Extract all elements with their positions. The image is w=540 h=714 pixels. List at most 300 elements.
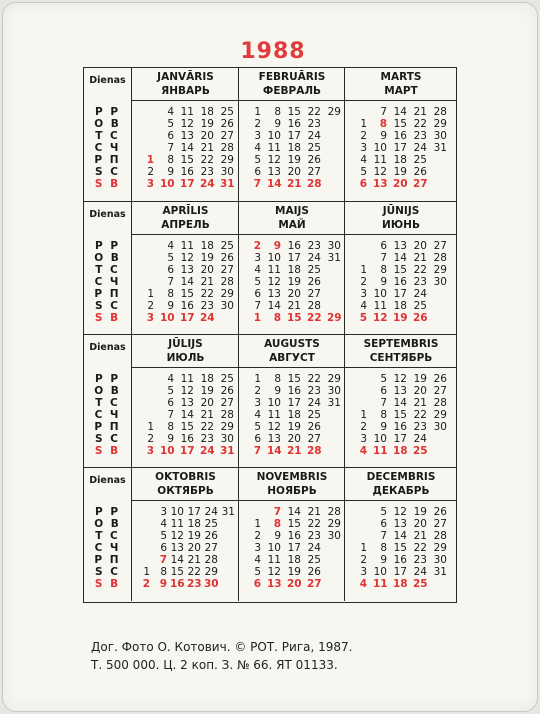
day-cell: 31 [327, 252, 341, 264]
day-cell: 21 [287, 178, 302, 190]
day-grid [345, 106, 457, 190]
day-cell: 8 [380, 264, 387, 276]
weekday-row [345, 518, 457, 530]
day-cell: 24 [204, 506, 218, 518]
day-cell: 19 [393, 166, 407, 178]
day-cell: 5 [167, 385, 174, 397]
day-cell: 2 [254, 385, 261, 397]
day-cell: 6 [167, 397, 174, 409]
day-cell: 28 [433, 252, 447, 264]
day-cell: 28 [220, 409, 234, 421]
day-cell: 19 [393, 312, 408, 324]
day-cell: 8 [167, 421, 174, 433]
weekday-row [132, 288, 239, 300]
day-cell: 9 [274, 530, 281, 542]
day-cell: 14 [287, 506, 301, 518]
day-cell: 11 [180, 240, 194, 252]
day-cell: 19 [287, 154, 301, 166]
weekday-row [239, 566, 345, 578]
weekday-row [345, 530, 457, 542]
day-cell: 7 [253, 178, 261, 190]
day-cell: 6 [380, 385, 387, 397]
day-cell: 15 [393, 409, 407, 421]
day-cell: 4 [167, 240, 174, 252]
day-cell: 11 [170, 518, 184, 530]
day-cell: 12 [180, 252, 194, 264]
weekday-row [345, 385, 457, 397]
day-cell: 21 [187, 554, 201, 566]
weekday-row [239, 373, 345, 385]
weekday-row [239, 240, 345, 252]
day-cell: 20 [187, 542, 201, 554]
day-cell: 8 [274, 373, 281, 385]
day-name: O B [94, 118, 121, 130]
day-cell: 27 [307, 433, 321, 445]
day-cell: 24 [307, 397, 321, 409]
day-cell: 9 [380, 554, 387, 566]
day-cell: 13 [267, 288, 281, 300]
day-cell: 2 [360, 421, 367, 433]
day-name: T C [95, 264, 120, 276]
weekday-row [239, 530, 345, 542]
day-cell: 6 [254, 288, 261, 300]
day-cell: 31 [433, 142, 447, 154]
day-cell: 7 [167, 409, 174, 421]
day-cell: 30 [220, 300, 234, 312]
day-cell: 13 [393, 518, 407, 530]
weekday-row [345, 276, 457, 288]
day-cell: 6 [359, 178, 367, 190]
day-cell: 10 [160, 445, 175, 457]
weekday-row [345, 240, 457, 252]
day-cell: 3 [360, 433, 367, 445]
day-cell: 20 [287, 578, 302, 590]
day-cell: 25 [413, 445, 428, 457]
day-cell: 19 [187, 530, 201, 542]
day-cell: 10 [373, 433, 387, 445]
day-cell: 31 [433, 566, 447, 578]
day-cell: 14 [180, 409, 194, 421]
day-cell: 21 [287, 300, 301, 312]
day-cell: 5 [167, 118, 174, 130]
day-cell: 25 [220, 373, 234, 385]
quarter-row [84, 334, 456, 468]
weekday-row [132, 166, 239, 178]
day-cell: 5 [360, 166, 367, 178]
day-cell: 1 [253, 312, 261, 324]
day-cell: 16 [287, 530, 301, 542]
day-cell: 24 [200, 312, 215, 324]
day-cell: 13 [393, 240, 407, 252]
day-cell: 4 [254, 142, 261, 154]
day-cell: 6 [254, 433, 261, 445]
weekday-row [239, 397, 345, 409]
day-cell: 3 [254, 397, 261, 409]
day-cell: 9 [167, 300, 174, 312]
day-cell: 16 [393, 130, 407, 142]
day-cell: 18 [287, 554, 301, 566]
day-cell: 6 [167, 130, 174, 142]
weekday-row [239, 385, 345, 397]
day-cell: 3 [360, 142, 367, 154]
month-name-russian: ИЮЛЬ [166, 352, 205, 364]
day-cell: 28 [433, 397, 447, 409]
month-name-latvian: OKTOBRIS [155, 471, 216, 483]
weekday-row [239, 178, 345, 190]
day-cell: 1 [254, 373, 261, 385]
day-cell: 11 [267, 554, 281, 566]
day-cell: 4 [167, 373, 174, 385]
day-cell: 12 [373, 166, 387, 178]
weekday-row [132, 178, 239, 190]
day-cell: 23 [413, 130, 427, 142]
day-cell: 23 [413, 554, 427, 566]
weekday-row [345, 397, 457, 409]
day-name: C Ч [94, 276, 121, 288]
day-name: P П [94, 554, 121, 566]
day-name: C Ч [94, 542, 121, 554]
dienas-label: Dienas [89, 208, 126, 220]
day-cell: 17 [393, 566, 407, 578]
month-name-latvian: AUGUSTS [264, 338, 320, 350]
day-cell: 15 [287, 518, 301, 530]
day-cell: 11 [373, 578, 388, 590]
day-cell: 8 [167, 288, 174, 300]
day-cell: 29 [327, 106, 341, 118]
day-cell: 22 [307, 518, 321, 530]
day-cell: 30 [220, 166, 234, 178]
day-cell: 3 [254, 542, 261, 554]
day-cell: 18 [393, 578, 408, 590]
day-cell: 17 [393, 142, 407, 154]
day-cell: 25 [307, 142, 321, 154]
month-name-latvian: MAIJS [275, 205, 309, 217]
day-cell: 2 [360, 554, 367, 566]
day-cell: 14 [393, 252, 407, 264]
day-cell: 24 [413, 566, 427, 578]
day-cell: 17 [287, 542, 301, 554]
day-cell: 10 [267, 542, 281, 554]
month-name-russian: МАЙ [278, 219, 306, 231]
day-cell: 4 [360, 300, 367, 312]
day-cell: 11 [267, 409, 281, 421]
day-cell: 10 [160, 312, 175, 324]
weekday-row [345, 566, 457, 578]
day-cell: 25 [307, 264, 321, 276]
day-cell: 7 [167, 276, 174, 288]
weekday-row [345, 142, 457, 154]
weekday-row [345, 106, 457, 118]
day-cell: 23 [200, 166, 214, 178]
day-cell: 16 [180, 300, 194, 312]
month-name-russian: ДЕКАБРЬ [372, 485, 430, 497]
month-name-russian: СЕНТЯБРЬ [369, 352, 433, 364]
day-cell: 5 [254, 421, 261, 433]
day-cell: 14 [170, 554, 184, 566]
weekday-row [132, 397, 239, 409]
day-cell: 24 [413, 433, 427, 445]
day-cell: 28 [204, 554, 218, 566]
month-name-latvian: SEPTEMBRIS [363, 338, 439, 350]
day-cell: 16 [170, 578, 185, 590]
day-cell: 26 [413, 166, 427, 178]
weekday-row [132, 433, 239, 445]
day-cell: 7 [380, 106, 387, 118]
day-cell: 26 [307, 566, 321, 578]
day-cell: 19 [413, 506, 427, 518]
day-cell: 23 [187, 578, 202, 590]
day-cell: 27 [307, 166, 321, 178]
day-cell: 24 [413, 288, 427, 300]
weekday-row [345, 130, 457, 142]
day-grid [132, 106, 239, 190]
day-cell: 22 [413, 542, 427, 554]
day-cell: 7 [380, 397, 387, 409]
day-cell: 27 [307, 578, 322, 590]
day-cell: 28 [307, 445, 322, 457]
day-name: C Ч [94, 142, 121, 154]
day-cell: 14 [393, 530, 407, 542]
day-cell: 1 [147, 288, 154, 300]
day-cell: 18 [200, 240, 214, 252]
day-cell: 13 [180, 130, 194, 142]
day-cell: 14 [393, 397, 407, 409]
day-cell: 30 [433, 276, 447, 288]
weekday-row [239, 542, 345, 554]
month-name-russian: АВГУСТ [269, 352, 315, 364]
day-cell: 7 [159, 554, 167, 566]
day-cell: 27 [220, 130, 234, 142]
day-cell: 10 [170, 506, 184, 518]
weekday-row [345, 166, 457, 178]
day-cell: 18 [287, 264, 301, 276]
day-cell: 1 [147, 421, 154, 433]
day-cell: 23 [307, 530, 321, 542]
day-cell: 4 [359, 578, 367, 590]
day-cell: 12 [180, 385, 194, 397]
weekday-row [345, 506, 457, 518]
day-cell: 15 [287, 106, 301, 118]
weekday-row [345, 118, 457, 130]
day-cell: 31 [220, 178, 235, 190]
month-name-latvian: FEBRUĀRIS [258, 71, 326, 83]
day-name: P P [94, 373, 121, 385]
day-cell: 14 [267, 300, 281, 312]
day-cell: 26 [220, 118, 234, 130]
day-name: T C [95, 530, 120, 542]
day-cell: 16 [393, 276, 407, 288]
day-cell: 9 [274, 385, 281, 397]
day-cell: 22 [200, 154, 214, 166]
day-cell: 22 [200, 288, 214, 300]
day-cell: 5 [254, 154, 261, 166]
weekday-row [239, 288, 345, 300]
day-name: S B [94, 445, 121, 457]
day-cell: 4 [160, 518, 167, 530]
day-cell: 3 [360, 566, 367, 578]
day-cell: 16 [287, 385, 301, 397]
day-cell: 31 [327, 397, 341, 409]
weekday-row [239, 506, 345, 518]
weekday-row [239, 106, 345, 118]
day-cell: 27 [413, 178, 428, 190]
day-cell: 5 [359, 312, 367, 324]
day-cell: 26 [433, 506, 447, 518]
weekday-row [132, 554, 239, 566]
year-title: 1988 [240, 39, 306, 64]
day-cell: 21 [413, 252, 427, 264]
day-cell: 3 [254, 130, 261, 142]
day-cell: 23 [307, 385, 321, 397]
quarter-row [84, 467, 456, 601]
day-cell: 22 [200, 421, 214, 433]
day-cell: 7 [380, 252, 387, 264]
day-cell: 22 [413, 264, 427, 276]
day-cell: 15 [393, 118, 407, 130]
weekday-row [132, 142, 239, 154]
day-cell: 11 [180, 373, 194, 385]
day-cell: 21 [200, 142, 214, 154]
day-cell: 25 [204, 518, 218, 530]
day-cell: 19 [413, 373, 427, 385]
weekday-row [239, 252, 345, 264]
day-cell: 22 [307, 106, 321, 118]
month-block [131, 202, 239, 335]
day-cell: 24 [307, 252, 321, 264]
day-cell: 8 [380, 542, 387, 554]
weekday-row [345, 300, 457, 312]
day-cell: 7 [167, 142, 174, 154]
weekday-row [239, 445, 345, 457]
day-names [84, 240, 131, 324]
day-cell: 3 [160, 506, 167, 518]
weekday-row [345, 445, 457, 457]
day-cell: 6 [160, 542, 167, 554]
day-cell: 23 [413, 421, 427, 433]
month-block [238, 468, 345, 601]
day-name: T C [95, 397, 120, 409]
day-cell: 7 [380, 530, 387, 542]
day-cell: 28 [433, 530, 447, 542]
weekday-row [132, 264, 239, 276]
day-cell: 10 [267, 397, 281, 409]
day-cell: 17 [180, 312, 195, 324]
day-cell: 12 [170, 530, 184, 542]
day-cell: 28 [433, 106, 447, 118]
month-header [132, 68, 239, 101]
day-cell: 2 [360, 130, 367, 142]
day-cell: 21 [413, 106, 427, 118]
day-cell: 6 [254, 166, 261, 178]
day-cell: 30 [327, 530, 341, 542]
day-cell: 10 [373, 142, 387, 154]
month-header [345, 68, 457, 101]
month-block [238, 68, 345, 201]
month-block [238, 202, 345, 335]
day-cell: 26 [220, 252, 234, 264]
day-cell: 30 [433, 421, 447, 433]
day-cell: 12 [267, 154, 281, 166]
day-cell: 21 [413, 530, 427, 542]
month-block [131, 68, 239, 201]
month-name-russian: АПРЕЛЬ [161, 219, 210, 231]
day-grid [345, 373, 457, 457]
day-cell: 29 [204, 566, 218, 578]
day-cell: 16 [180, 433, 194, 445]
day-cell: 15 [287, 373, 301, 385]
weekday-row [345, 409, 457, 421]
day-cell: 13 [267, 166, 281, 178]
day-cell: 8 [379, 118, 387, 130]
day-name: O B [94, 252, 121, 264]
weekday-row [132, 542, 239, 554]
day-cell: 28 [307, 178, 322, 190]
day-cell: 9 [380, 276, 387, 288]
day-cell: 1 [143, 566, 150, 578]
weekday-row [239, 154, 345, 166]
weekday-row [132, 300, 239, 312]
day-cell: 29 [327, 373, 341, 385]
day-cell: 29 [327, 312, 342, 324]
day-cell: 3 [146, 178, 154, 190]
day-name: P П [94, 421, 121, 433]
day-cell: 14 [267, 445, 282, 457]
day-cell: 15 [180, 288, 194, 300]
day-cell: 1 [254, 106, 261, 118]
month-name-latvian: JANVĀRIS [157, 71, 214, 83]
imprint [91, 638, 511, 674]
day-cell: 16 [393, 421, 407, 433]
month-name-latvian: APRĪLIS [162, 205, 209, 217]
day-cell: 8 [273, 518, 281, 530]
day-cell: 7 [273, 506, 281, 518]
month-name-russian: МАРТ [384, 85, 418, 97]
day-cell: 23 [200, 433, 214, 445]
day-cell: 23 [200, 300, 214, 312]
day-cell: 2 [147, 300, 154, 312]
day-cell: 7 [253, 445, 261, 457]
day-cell: 27 [220, 397, 234, 409]
day-cell: 15 [287, 312, 302, 324]
day-cell: 2 [253, 240, 261, 252]
day-cell: 30 [327, 385, 341, 397]
day-cell: 26 [307, 154, 321, 166]
day-cell: 22 [187, 566, 201, 578]
day-cell: 23 [307, 118, 321, 130]
day-cell: 1 [360, 542, 367, 554]
weekday-row [132, 409, 239, 421]
day-name: C Ч [94, 409, 121, 421]
day-cell: 12 [373, 312, 388, 324]
day-cell: 18 [393, 445, 408, 457]
day-names [84, 106, 131, 190]
weekday-row [345, 421, 457, 433]
day-cell: 2 [360, 276, 367, 288]
day-cell: 12 [267, 276, 281, 288]
day-cell: 21 [200, 276, 214, 288]
weekday-row [132, 578, 239, 590]
day-cell: 17 [287, 252, 301, 264]
day-cell: 11 [373, 300, 387, 312]
dienas-label: Dienas [89, 341, 126, 353]
weekday-row [132, 421, 239, 433]
day-cell: 20 [200, 397, 214, 409]
day-cell: 28 [220, 142, 234, 154]
day-cell: 29 [220, 421, 234, 433]
weekday-row [239, 409, 345, 421]
day-name: P P [94, 106, 121, 118]
day-cell: 25 [413, 154, 427, 166]
